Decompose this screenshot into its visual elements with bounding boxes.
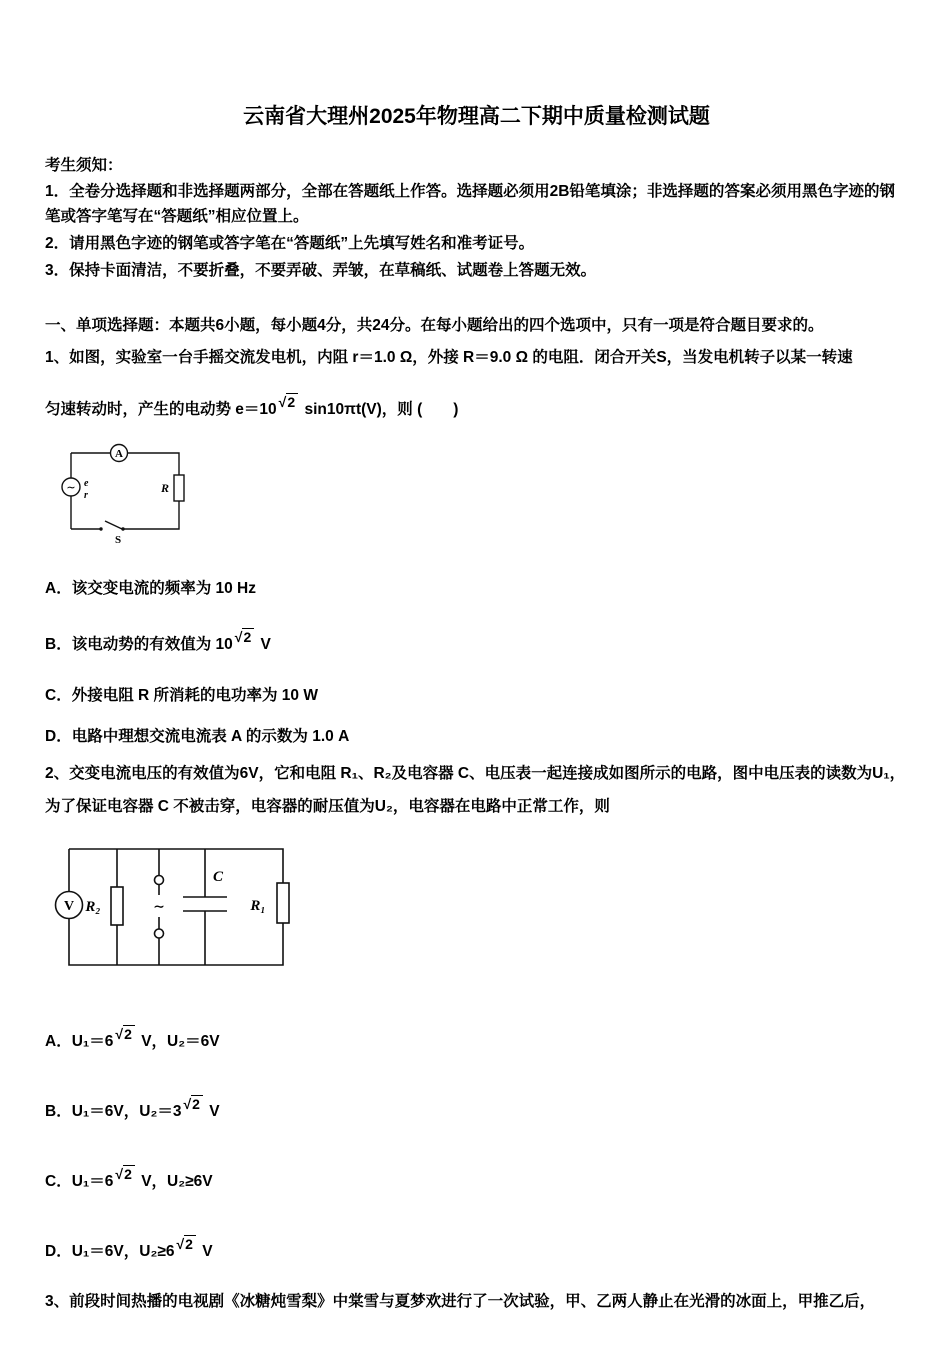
ac-source-wave-icon: ∼ <box>66 481 76 494</box>
option-text: A．U₁＝6 <box>45 1033 114 1051</box>
circuit-diagram-q1 <box>59 439 191 549</box>
radical-sign-icon: √ <box>278 394 287 411</box>
radicand: 2 <box>123 1165 135 1181</box>
capacitor-label: C <box>213 869 224 886</box>
radical-sign-icon: √ <box>115 1026 124 1043</box>
internal-resistance-label: r <box>84 489 88 501</box>
option-text: B．U₁＝6V，U₂＝3 <box>45 1103 182 1121</box>
q2-option-b <box>45 1095 908 1125</box>
r2-label: R₂ <box>85 899 101 916</box>
q1-options <box>45 577 908 750</box>
ac-source-wave-icon: ∼ <box>153 900 165 916</box>
q1-option-d <box>45 725 908 750</box>
circuit-diagram-q2 <box>53 837 295 977</box>
radicand: 2 <box>123 1025 135 1041</box>
resistor-r-label: R <box>160 480 169 495</box>
sqrt-radical <box>235 628 254 644</box>
notice-item-3: 3．保持卡面清洁，不要折叠，不要弄破、弄皱，在草稿纸、试题卷上答题无效。 <box>45 261 597 279</box>
radical-sign-icon: √ <box>183 1096 192 1113</box>
radical-sign-icon: √ <box>115 1165 124 1182</box>
question-3 <box>45 1290 908 1315</box>
notice-item-1: 1．全卷分选择题和非选择题两部分，全部在答题纸上作答。选择题必须用2B铅笔填涂；非选择题的答案必须用黑色字迹的钢笔或答字笔写在“答题纸”相应位置上。 <box>45 183 895 226</box>
q2-option-c <box>45 1165 908 1195</box>
q1-stem2-post: sin10πt(V)，则 ( ) <box>300 401 459 419</box>
paper-title: 云南省大理州2025年物理高二下期中质量检测试题 <box>243 105 710 128</box>
q1-stem-line-2 <box>45 393 908 423</box>
option-text: V <box>197 1242 213 1260</box>
option-text: V <box>204 1103 220 1121</box>
radicand: 2 <box>184 1235 196 1251</box>
sqrt-radical <box>279 393 298 409</box>
q1-option-a <box>45 577 908 602</box>
radicand: 2 <box>191 1095 203 1111</box>
option-text: A．该交变电流的频率为 10 Hz <box>45 579 256 597</box>
radicand: 2 <box>242 628 254 644</box>
sqrt-radical <box>115 1165 134 1181</box>
q1-option-b <box>45 628 908 658</box>
switch-label: S <box>115 533 122 546</box>
option-text: V，U₂＝6V <box>136 1033 220 1051</box>
q2-option-d <box>45 1235 908 1265</box>
voltmeter-icon: V <box>63 899 75 915</box>
sqrt-radical <box>183 1095 202 1111</box>
option-text: B．该电动势的有效值为 10 <box>45 635 233 653</box>
emf-label: e <box>84 477 89 489</box>
q1-option-c <box>45 684 908 709</box>
option-text: V <box>256 635 271 653</box>
radical-sign-icon: √ <box>176 1235 185 1252</box>
q2-stem: 2、交变电流电压的有效值为6V，它和电阻 R₁、R₂及电容器 C、电压表一起连接成如图所示的电路，图中电压表的读数为U₁，为了保证电容器 C 不被击穿，电容器的耐压值为U₂，电容器在电路中正常工作，则 <box>45 765 906 815</box>
option-text: C．外接电阻 R 所消耗的电功率为 10 W <box>45 686 318 704</box>
question-2 <box>45 758 908 1264</box>
option-text: C．U₁＝6 <box>45 1172 114 1190</box>
sqrt-radical <box>176 1235 195 1251</box>
radical-sign-icon: √ <box>234 628 243 645</box>
notice-item-2: 2．请用黑色字迹的钢笔或答字笔在“答题纸”上先填写姓名和准考证号。 <box>45 234 535 252</box>
option-text: V，U₂≥6V <box>136 1172 213 1190</box>
section-1-heading: 一、单项选择题：本题共6小题，每小题4分，共24分。在每小题给出的四个选项中，只有一项是符合题目要求的。 <box>45 316 824 334</box>
q1-stem2-pre: 匀速转动时，产生的电动势 e＝10 <box>45 401 277 419</box>
q2-option-a <box>45 1025 908 1055</box>
notice-block <box>45 154 908 284</box>
ammeter-icon: A <box>115 447 123 460</box>
q3-stem: 3、前段时间热播的电视剧《冰糖炖雪梨》中棠雪与夏梦欢进行了一次试验，甲、乙两人静止在光滑的冰面上，甲推乙后， <box>45 1293 876 1311</box>
sqrt-radical <box>115 1025 134 1041</box>
notice-heading: 考生须知： <box>45 156 123 174</box>
radicand: 2 <box>286 393 298 409</box>
option-text: D．U₁＝6V，U₂≥6 <box>45 1242 175 1260</box>
option-text: D．电路中理想交流电流表 A 的示数为 1.0 A <box>45 728 350 746</box>
q2-options <box>45 1025 908 1264</box>
r1-label: R₁ <box>250 898 266 915</box>
q1-stem-line-1: 1、如图，实验室一台手摇交流发电机，内阻 r＝1.0 Ω，外接 R＝9.0 Ω 的电阻．闭合开关S，当发电机转子以某一转速 <box>45 349 853 367</box>
question-1 <box>45 346 908 750</box>
